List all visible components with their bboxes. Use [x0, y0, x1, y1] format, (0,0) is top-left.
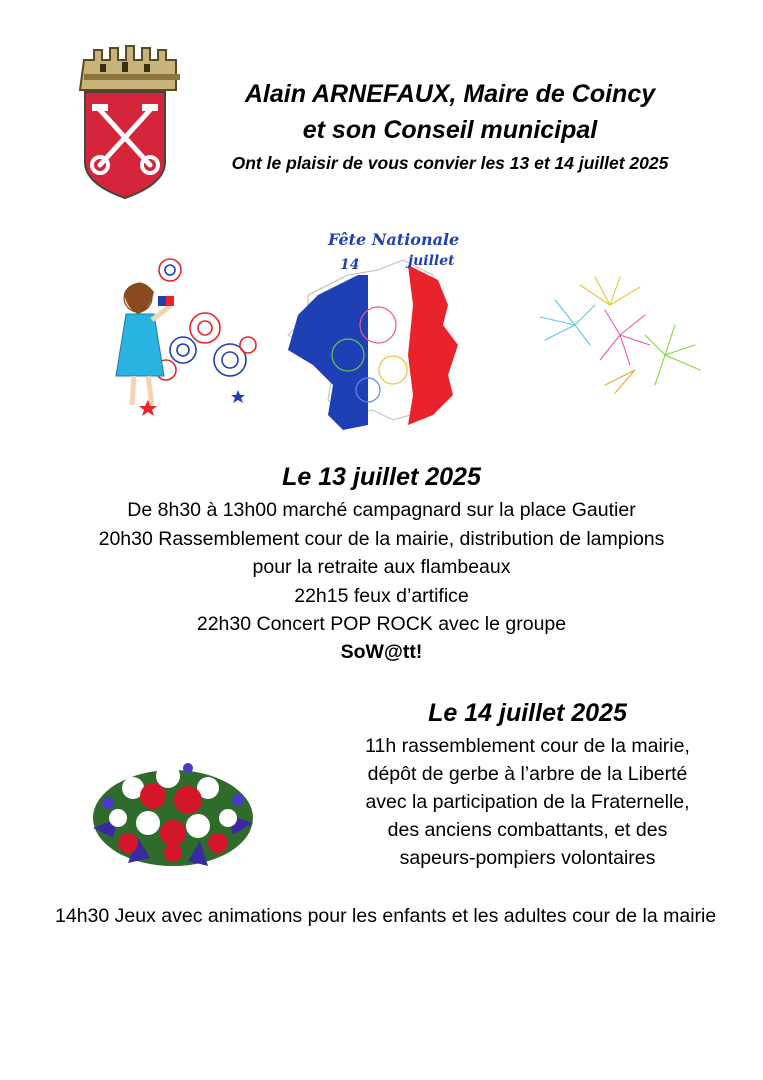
day14-title: Le 14 juillet 2025	[428, 699, 627, 727]
day13-title: Le 13 juillet 2025	[282, 463, 481, 491]
day14-line-gathering: 11h rassemblement cour de la mairie,	[365, 735, 690, 757]
header-line-invitation: Ont le plaisir de vous convier les 13 et 14 juillet 2025	[231, 153, 669, 173]
flower-wreath-image	[88, 748, 258, 878]
coat-of-arms-image	[70, 40, 180, 200]
day14-line-veterans: des anciens combattants, et des	[387, 819, 668, 841]
day14-games-text: 14h30 Jeux avec animations pour les enfants et les adultes cour de la mairie	[55, 905, 717, 927]
day14-line-participation: avec la participation de la Fraternelle,	[365, 791, 690, 813]
day13-line-market: De 8h30 à 13h00 marché campagnard sur la place Gautier	[127, 499, 636, 521]
france-map-image	[268, 225, 478, 440]
day13-line-gathering: 20h30 Rassemblement cour de la mairie, distribution de lampions	[98, 528, 665, 550]
header-line-council: et son Conseil municipal	[302, 116, 598, 144]
map-title-line1: Fête Nationale	[328, 230, 460, 249]
day13-line-fireworks: 22h15 feux d’artifice	[294, 585, 469, 607]
day14-line-firefighters: sapeurs-pompiers volontaires	[399, 847, 656, 869]
day13-band-name: SoW@tt!	[340, 641, 423, 663]
map-title-month: juillet	[408, 253, 455, 269]
map-title-number: 14	[340, 257, 360, 273]
day14-line-wreath: dépôt de gerbe à l’arbre de la Liberté	[367, 763, 688, 785]
header-line-mayor: Alain ARNEFAUX, Maire de Coincy	[244, 80, 656, 108]
fireworks-image	[535, 275, 705, 395]
girl-fireworks-image	[108, 250, 263, 420]
day13-line-concert: 22h30 Concert POP ROCK avec le groupe	[196, 613, 567, 635]
day13-line-torchlight: pour la retraite aux flambeaux	[252, 556, 511, 578]
